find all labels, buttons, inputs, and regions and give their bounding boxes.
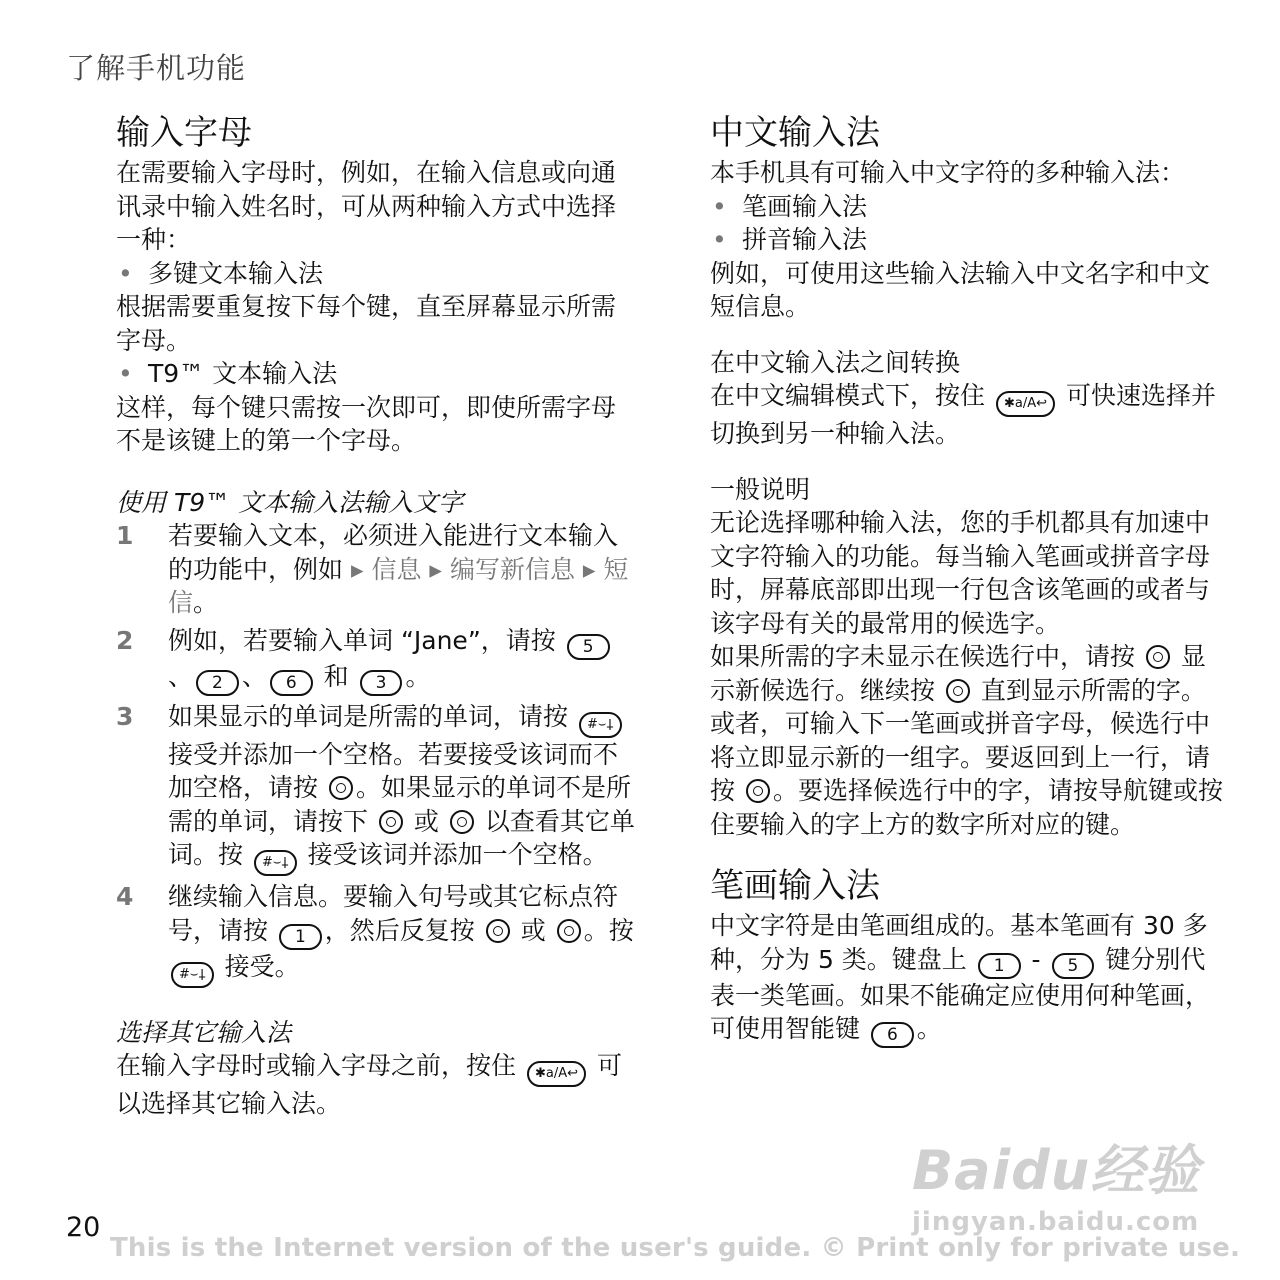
bullet-multitap: • 多键文本输入法: [116, 257, 636, 291]
chinese-input-example: 例如，可使用这些输入法输入中文名字和中文短信息。: [710, 258, 1211, 321]
step-text: 若要输入文本，必须进入能进行文本输入的功能中，例如: [168, 521, 619, 584]
punct: 、: [168, 661, 194, 691]
section-header: 了解手机功能: [66, 51, 247, 85]
right-column: [710, 110, 1230, 1048]
star-key-icon: ✱a/A↩: [527, 1061, 586, 1087]
nav-up-icon: [746, 779, 770, 803]
step-text: 。如果显示的单词不是所需的单词，请按下: [168, 773, 631, 836]
nav-down-icon: [557, 919, 581, 943]
text: -: [1031, 944, 1041, 974]
heading-chinese-input: 中文输入法: [710, 113, 880, 153]
nav-up-icon: [486, 919, 510, 943]
step-text: 接受。: [224, 951, 300, 981]
multitap-desc: 根据需要重复按下每个键，直至屏幕显示所需字母。: [116, 292, 617, 355]
menu-path: ▸ 信息 ▸ 编写新信息 ▸ 短信: [168, 554, 629, 617]
step-text: 或: [520, 915, 546, 945]
chinese-input-intro: 本手机具有可输入中文字符的多种输入法：: [710, 158, 1186, 187]
menu-item-write-new: 编写新信息: [449, 554, 575, 584]
step-text: ，然后反复按: [324, 915, 475, 945]
nav-right-icon: [329, 776, 353, 800]
heading-switch-method: 在中文输入法之间转换: [710, 347, 961, 377]
step-4: [116, 880, 636, 988]
nav-down-icon: [946, 679, 970, 703]
switch-method-text: [710, 379, 1230, 451]
text: 键分别代表一类笔画。如果不能确定应使用何种笔画，可使用智能键: [710, 944, 1211, 1043]
step-text: 以查看其它单词。按: [168, 806, 635, 869]
text: 可快速选择并切换到另一种输入法。: [710, 381, 1216, 448]
step-text: 接受该词并添加一个空格。: [307, 840, 608, 869]
left-column: [116, 110, 636, 1121]
nav-down-icon: [1146, 645, 1170, 669]
step-text: 或: [413, 806, 439, 836]
key-3-icon: 3: [360, 670, 403, 696]
text: 如果所需的字未显示在候选行中，请按: [710, 642, 1136, 671]
step-3: [116, 700, 636, 877]
step-text: 继续输入信息。要输入句号或其它标点符号，请按: [168, 882, 619, 945]
key-6-icon: 6: [270, 670, 313, 696]
key-6-icon: 6: [871, 1022, 914, 1048]
page-number: 20: [66, 1212, 101, 1243]
punct: 。: [193, 588, 219, 617]
punct: 。: [405, 661, 431, 691]
t9-desc: 这样，每个键只需按一次即可，即使所需字母不是该键上的第一个字母。: [116, 392, 617, 455]
menu-item-messages: 信息: [371, 554, 422, 584]
text: 显示新候选行。继续按: [710, 642, 1206, 705]
key-5-icon: 5: [567, 634, 610, 660]
step-number: 3: [116, 701, 134, 731]
general-notes-1: 无论选择哪种输入法，您的手机都具有加速中文字符输入的功能。每当输入笔画或拼音字母时，屏幕底部即出现一行包含该笔画的或者与该字母有关的最常用的候选字。: [710, 508, 1211, 638]
step-text: 接受并添加一个空格。若要接受该词而不加空格，请按: [168, 739, 619, 802]
bullet-stroke: • 笔画输入法: [710, 190, 1230, 224]
heading-general-notes: 一般说明: [710, 474, 811, 504]
watermark-brand: Baidu经验: [912, 1139, 1201, 1202]
text: 中文字符是由笔画组成的。基本笔画有 30 多种，分为 5 类。键盘上: [710, 911, 1208, 974]
star-key-icon: ✱a/A↩: [996, 391, 1055, 417]
hash-key-icon: #⌣⸸: [579, 712, 622, 738]
stroke-input-text: [710, 909, 1230, 1048]
text: 。: [916, 1014, 942, 1043]
menu-item-sms: 短信: [168, 554, 629, 617]
watermark-url: jingyan.baidu.com: [912, 1207, 1200, 1237]
step-number: 4: [116, 882, 134, 911]
text: 。要选择候选行中的字，请按导航键或按住要输入的字上方的数字所对应的键。: [710, 776, 1223, 839]
step-number: 1: [116, 521, 134, 550]
key-1-icon: 1: [978, 953, 1021, 979]
letter-input-intro: 在需要输入字母时，例如，在输入信息或向通讯录中输入姓名时，可从两种输入方式中选择一种：: [116, 158, 617, 254]
general-notes-2: [710, 640, 1230, 841]
step-1: [116, 519, 636, 620]
step-2: [116, 624, 636, 696]
text: 在中文编辑模式下，按住: [710, 381, 986, 410]
text: 直到显示所需的字。或者，可输入下一笔画或拼音字母，候选行中将立即显示新的一组字。要返回到上一行，请按: [710, 675, 1211, 805]
baidu-watermark: [912, 1128, 1200, 1237]
footer-notice: This is the Internet version of the user's guide. © Print only for private use.: [110, 1233, 1241, 1263]
text: 可以选择其它输入法。: [116, 1051, 622, 1118]
heading-t9-usage: 使用 T9™ 文本输入法输入文字: [116, 487, 464, 517]
bullet-pinyin: • 拼音输入法: [710, 223, 1230, 257]
bullet-t9: • T9™ 文本输入法: [116, 357, 636, 391]
key-2-icon: 2: [196, 670, 239, 696]
step-number: 2: [116, 625, 134, 655]
step-text: 和: [323, 661, 349, 691]
punct: 、: [241, 661, 267, 691]
nav-up-icon: [450, 810, 474, 834]
text: 在输入字母时或输入字母之前，按住: [116, 1051, 517, 1080]
hash-key-icon: #⌣⸸: [254, 850, 297, 876]
heading-select-method: 选择其它输入法: [116, 1017, 292, 1047]
hash-key-icon: #⌣⸸: [171, 962, 214, 988]
heading-letter-input: 输入字母: [116, 113, 252, 153]
heading-stroke-input: 笔画输入法: [710, 866, 880, 906]
key-5-icon: 5: [1052, 953, 1095, 979]
nav-down-icon: [379, 810, 403, 834]
key-1-icon: 1: [279, 924, 322, 950]
select-method-text: [116, 1049, 636, 1121]
step-text: 如果显示的单词是所需的单词，请按: [168, 701, 569, 731]
step-text: 例如，若要输入单词 “Jane”，请按: [168, 625, 556, 655]
step-text: 。按: [583, 915, 634, 945]
